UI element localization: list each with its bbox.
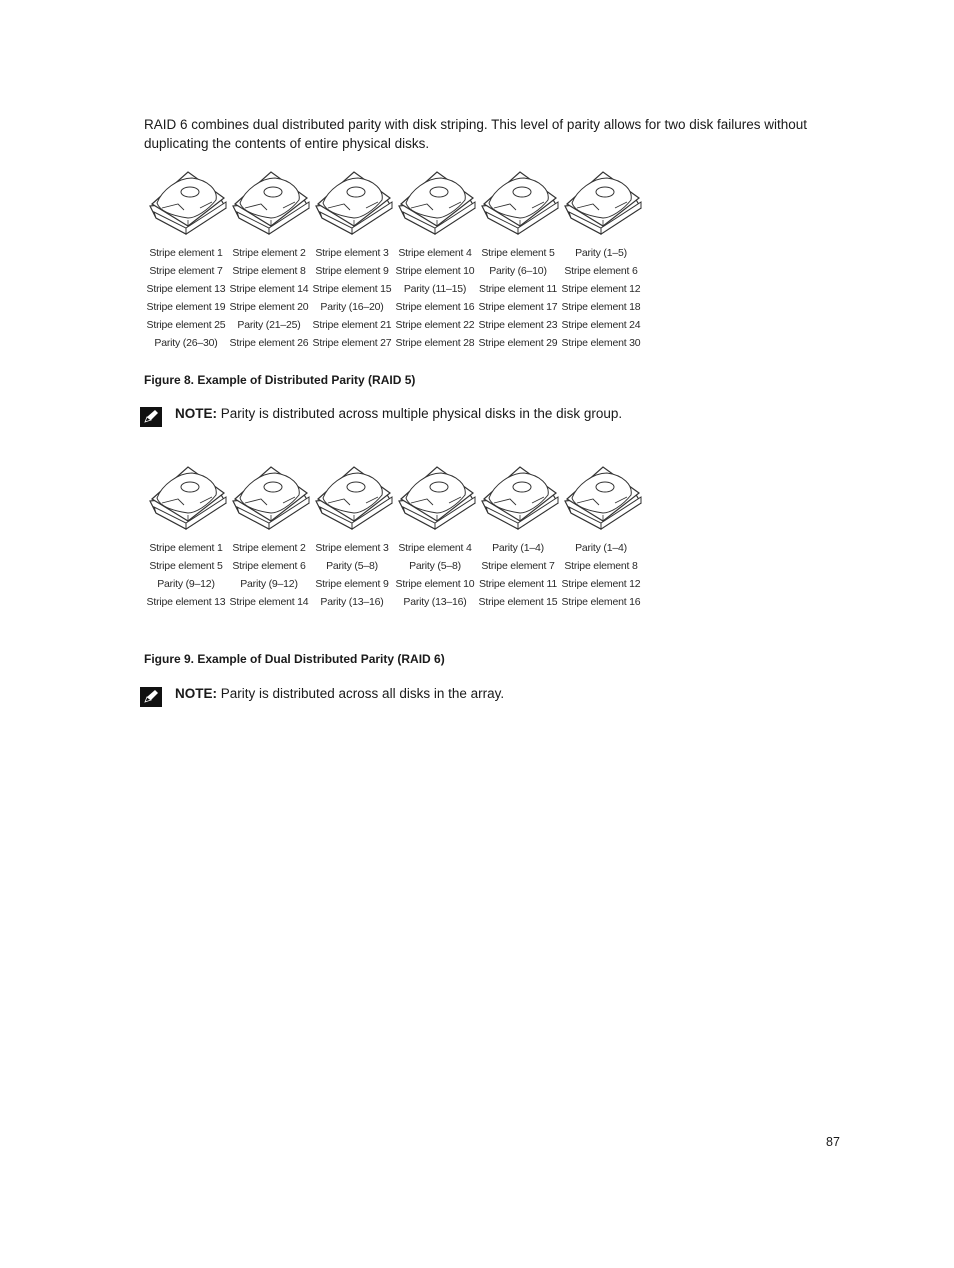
- disk-element-label: Stripe element 30: [561, 337, 641, 349]
- disk-element-label: Parity (9–12): [240, 578, 298, 590]
- disk-element-label: Stripe element 4: [398, 247, 472, 259]
- disk-element-label: Stripe element 3: [315, 542, 389, 554]
- disk-element-label: Stripe element 4: [398, 542, 472, 554]
- disk-element-label: Stripe element 3: [315, 247, 389, 259]
- disk-element-label: Stripe element 7: [149, 265, 223, 277]
- disk-element-label: Stripe element 26: [229, 337, 309, 349]
- note-text: Parity is distributed across multiple physical disks in the disk group.: [217, 406, 623, 421]
- disk-elements: [393, 539, 477, 611]
- disk-element-label: Parity (1–4): [492, 542, 544, 554]
- note-label: NOTE:: [175, 686, 217, 701]
- disk-elements: [476, 244, 560, 352]
- disk-elements: [393, 244, 477, 352]
- disk-element-label: Parity (6–10): [489, 265, 547, 277]
- note-label: NOTE:: [175, 406, 217, 421]
- disk-element-label: Parity (11–15): [403, 283, 467, 295]
- disk-element-label: Stripe element 23: [478, 319, 558, 331]
- disk-elements: [144, 244, 228, 352]
- disk-elements: [227, 244, 311, 352]
- disk-element-label: Stripe element 13: [146, 283, 226, 295]
- disk-element-label: Stripe element 10: [395, 578, 475, 590]
- disk-elements: [227, 539, 311, 611]
- hard-disk-icon: [397, 463, 477, 533]
- disk-element-label: Stripe element 19: [146, 301, 226, 313]
- hard-disk-icon: [480, 168, 560, 238]
- disk-element-label: Stripe element 2: [232, 247, 306, 259]
- disk-element-label: Stripe element 6: [564, 265, 638, 277]
- note-text: Parity is distributed across all disks in the array.: [217, 686, 505, 701]
- disk-element-label: Stripe element 15: [312, 283, 392, 295]
- disk-element-label: Stripe element 12: [561, 578, 641, 590]
- disk-element-label: Parity (5–8): [409, 560, 461, 572]
- disk-element-label: Stripe element 8: [564, 560, 638, 572]
- disk-element-label: Parity (9–12): [157, 578, 215, 590]
- disk-element-label: Stripe element 28: [395, 337, 475, 349]
- pencil-note-icon: [140, 687, 162, 707]
- disk-element-label: Parity (1–4): [575, 542, 627, 554]
- disk-element-label: Stripe element 12: [561, 283, 641, 295]
- disk-3: [310, 463, 394, 611]
- disk-element-label: Stripe element 5: [149, 560, 223, 572]
- intro-paragraph: RAID 6 combines dual distributed parity with disk striping. This level of parity allows for two disk failures without duplicating the contents of entire physical disks.: [144, 117, 808, 151]
- disk-4: [393, 463, 477, 611]
- disk-element-label: Stripe element 10: [395, 265, 475, 277]
- disk-2: [227, 463, 311, 611]
- hard-disk-icon: [397, 168, 477, 238]
- disk-element-label: Parity (13–16): [320, 596, 384, 608]
- disk-element-label: Stripe element 14: [229, 596, 309, 608]
- disk-element-label: Stripe element 17: [478, 301, 558, 313]
- disk-element-label: Stripe element 13: [146, 596, 226, 608]
- disk-elements: [310, 539, 394, 611]
- disk-element-label: Stripe element 7: [481, 560, 555, 572]
- figure-9-caption: Figure 9. Example of Dual Distributed Parity (RAID 6): [144, 652, 445, 666]
- disk-elements: [559, 539, 643, 611]
- disk-element-label: Stripe element 15: [478, 596, 558, 608]
- disk-5: [476, 463, 560, 611]
- hard-disk-icon: [231, 463, 311, 533]
- disk-6: [559, 168, 643, 352]
- disk-element-label: Stripe element 8: [232, 265, 306, 277]
- disk-elements: [310, 244, 394, 352]
- hard-disk-icon: [148, 168, 228, 238]
- figure-8-caption: Figure 8. Example of Distributed Parity (RAID 5): [144, 373, 416, 387]
- disk-element-label: Stripe element 11: [478, 578, 558, 590]
- hard-disk-icon: [314, 168, 394, 238]
- disk-element-label: Stripe element 11: [478, 283, 558, 295]
- disk-element-label: Parity (1–5): [575, 247, 627, 259]
- disk-2: [227, 168, 311, 352]
- hard-disk-icon: [231, 168, 311, 238]
- disk-3: [310, 168, 394, 352]
- disk-element-label: Stripe element 25: [146, 319, 226, 331]
- hard-disk-icon: [480, 463, 560, 533]
- disk-6: [559, 463, 643, 611]
- disk-element-label: Stripe element 20: [229, 301, 309, 313]
- disk-element-label: Stripe element 16: [561, 596, 641, 608]
- disk-element-label: Stripe element 6: [232, 560, 306, 572]
- disk-element-label: Parity (21–25): [237, 319, 301, 331]
- pencil-note-icon: [140, 407, 162, 427]
- disk-elements: [559, 244, 643, 352]
- disk-element-label: Parity (13–16): [403, 596, 467, 608]
- disk-element-label: Stripe element 1: [149, 542, 223, 554]
- disk-element-label: Stripe element 22: [395, 319, 475, 331]
- disk-element-label: Stripe element 1: [149, 247, 223, 259]
- disk-element-label: Parity (26–30): [154, 337, 218, 349]
- disk-element-label: Parity (16–20): [320, 301, 384, 313]
- disk-element-label: Parity (5–8): [326, 560, 378, 572]
- disk-5: [476, 168, 560, 352]
- hard-disk-icon: [148, 463, 228, 533]
- disk-element-label: Stripe element 18: [561, 301, 641, 313]
- disk-element-label: Stripe element 27: [312, 337, 392, 349]
- disk-1: [144, 168, 228, 352]
- page-number: 87: [826, 1135, 840, 1149]
- disk-elements: [476, 539, 560, 611]
- disk-element-label: Stripe element 24: [561, 319, 641, 331]
- disk-element-label: Stripe element 16: [395, 301, 475, 313]
- disk-element-label: Stripe element 21: [312, 319, 392, 331]
- disk-4: [393, 168, 477, 352]
- hard-disk-icon: [563, 463, 643, 533]
- disk-element-label: Stripe element 9: [315, 578, 389, 590]
- disk-element-label: Stripe element 5: [481, 247, 555, 259]
- disk-element-label: Stripe element 9: [315, 265, 389, 277]
- disk-element-label: Stripe element 29: [478, 337, 558, 349]
- hard-disk-icon: [563, 168, 643, 238]
- disk-element-label: Stripe element 2: [232, 542, 306, 554]
- hard-disk-icon: [314, 463, 394, 533]
- disk-elements: [144, 539, 228, 611]
- disk-1: [144, 463, 228, 611]
- disk-element-label: Stripe element 14: [229, 283, 309, 295]
